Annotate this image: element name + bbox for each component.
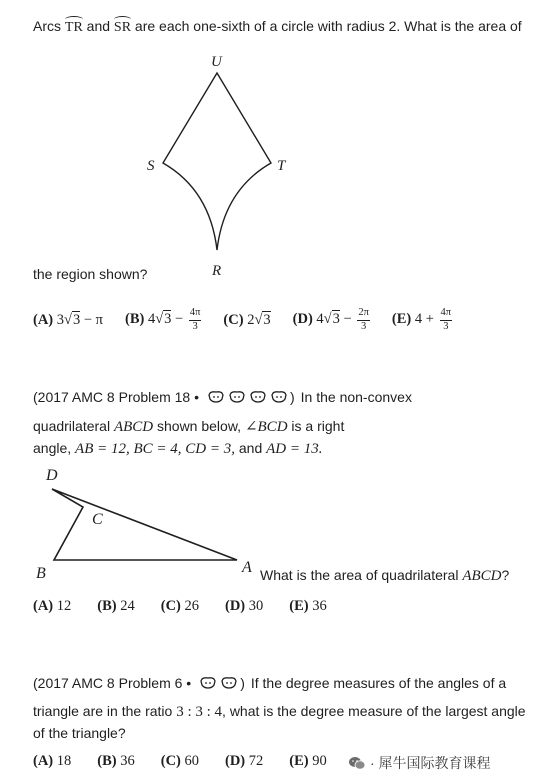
watermark: [348, 753, 491, 773]
p2-text: angle,: [33, 440, 76, 456]
p2-text: What is the area of quadrilateral: [260, 567, 463, 583]
choice-label: (E): [289, 598, 309, 614]
denominator: 3: [192, 320, 198, 332]
cow-icon: [270, 390, 288, 404]
p2-intro: In the non-convex: [300, 389, 412, 405]
radicand: 3: [72, 311, 81, 328]
choice-text: 4: [316, 311, 324, 328]
sqrt: √3: [155, 311, 172, 328]
label-A: A: [242, 559, 252, 576]
label-C: C: [92, 511, 103, 528]
problem-source-close: ): [240, 675, 245, 691]
arc-TR: TR: [64, 20, 83, 35]
p2-line2: [33, 417, 344, 436]
choice-label: (B): [124, 311, 145, 328]
choice-label: (D): [225, 598, 246, 614]
difficulty-rating: [207, 390, 288, 404]
p2-question: [260, 567, 509, 585]
label-D: D: [46, 467, 58, 484]
choice-value: 90: [312, 753, 327, 769]
p1-text: Arcs: [33, 18, 65, 34]
choice-label: (C): [223, 311, 244, 328]
choice-value: 24: [120, 598, 135, 614]
choice-B[interactable]: [97, 598, 134, 615]
math-lengths: AB = 12, BC = 4, CD = 3,: [75, 441, 235, 457]
p2-text: and: [235, 440, 267, 456]
choice-B[interactable]: [125, 307, 201, 332]
fraction: [189, 307, 202, 332]
p3-choices: [33, 753, 327, 770]
p2-text: ?: [501, 567, 510, 583]
label-S: S: [147, 158, 155, 174]
label-R: R: [212, 263, 222, 279]
sqrt: √3: [254, 311, 271, 328]
choice-A[interactable]: [33, 312, 103, 329]
p3-text: , what is the degree measure of the largest angle: [222, 703, 526, 719]
choice-D[interactable]: [225, 753, 263, 770]
choice-text: 2: [247, 311, 255, 328]
p3-line3: of the triangle?: [33, 725, 126, 741]
choice-label: (B): [97, 598, 117, 614]
p3-intro: If the degree measures of the angles of a: [250, 675, 507, 691]
choice-C[interactable]: [161, 598, 199, 615]
watermark-text: · 犀牛国际教育课程: [370, 755, 491, 771]
p2-text: is a right: [287, 418, 345, 434]
p1-text: and: [82, 18, 114, 34]
choice-A[interactable]: [33, 753, 71, 770]
choice-E[interactable]: [289, 598, 326, 615]
wechat-icon: [348, 756, 366, 771]
p2-choices: [33, 598, 327, 615]
difficulty-rating: [199, 676, 238, 690]
choice-text: −: [171, 311, 187, 328]
choice-label: (E): [391, 311, 412, 328]
p3-text: triangle are in the ratio: [33, 703, 177, 719]
numerator: 4π: [189, 307, 202, 320]
problem-source: (2017 AMC 8 Problem 18 •: [33, 389, 199, 405]
kite-shape: [163, 73, 271, 250]
radicand: 3: [164, 311, 172, 328]
choice-label: (C): [160, 753, 181, 769]
p3-header: [33, 675, 506, 691]
p2-text: quadrilateral: [33, 418, 114, 434]
p2-line3: [33, 440, 323, 458]
arc-SR: SR: [113, 20, 132, 35]
cow-icon: [228, 390, 246, 404]
p1-choices: [33, 300, 452, 340]
problem-source: (2017 AMC 8 Problem 6 •: [33, 675, 192, 691]
radicand: 3: [263, 311, 271, 328]
numerator: 2π: [357, 307, 370, 320]
p1-text: are each one-sixth of a circle with radius 2. What is the area of: [131, 18, 522, 34]
choice-value: 36: [312, 598, 327, 614]
radicand: 3: [332, 311, 340, 328]
math-AD: AD = 13.: [266, 441, 323, 457]
choice-label: (A): [33, 598, 54, 614]
p2-text: shown below,: [153, 418, 245, 434]
label-T: T: [277, 158, 286, 174]
problem-source-close: ): [289, 389, 295, 405]
choice-text: −: [339, 311, 356, 328]
choice-label: (E): [289, 753, 309, 769]
numerator: 4π: [440, 307, 453, 320]
choice-label: (A): [33, 311, 54, 328]
choice-value: 30: [248, 598, 264, 614]
cow-icon: [207, 390, 225, 404]
choice-value: 12: [56, 598, 72, 614]
choice-value: 26: [184, 598, 199, 614]
choice-value: 18: [56, 753, 72, 769]
quadrilateral-shape: [52, 489, 237, 560]
choice-E[interactable]: [392, 307, 452, 332]
choice-text: 4: [147, 311, 156, 328]
sqrt: √3: [323, 311, 340, 328]
p1-kite-figure: [140, 50, 300, 290]
choice-label: (A): [33, 753, 54, 769]
choice-text: 3: [56, 311, 65, 328]
choice-value: 36: [120, 753, 135, 769]
choice-text: − π: [80, 311, 103, 328]
p1-question-line1: [33, 18, 522, 36]
denominator: 3: [443, 320, 449, 332]
choice-C[interactable]: [223, 312, 270, 329]
denominator: 3: [360, 320, 367, 332]
fraction: [357, 307, 370, 332]
math-angle-BCD: ∠BCD: [244, 419, 288, 435]
choice-E[interactable]: [289, 753, 326, 770]
choice-C[interactable]: [161, 753, 199, 770]
cow-icon: [249, 390, 267, 404]
fraction: [440, 307, 453, 332]
math-ratio: 3 : 3 : 4: [176, 704, 223, 720]
choice-A[interactable]: [33, 598, 71, 615]
choice-B[interactable]: [97, 753, 134, 770]
math-ABCD: ABCD: [462, 568, 502, 584]
p2-header: [33, 389, 412, 405]
p2-quadrilateral-figure: [28, 462, 263, 587]
cow-icon: [199, 676, 217, 690]
choice-label: (D): [225, 753, 246, 769]
sqrt: √3: [64, 311, 81, 328]
choice-value: 60: [184, 753, 199, 769]
p1-question-end: the region shown?: [33, 266, 148, 282]
choice-label: (B): [97, 753, 117, 769]
label-B: B: [36, 565, 46, 582]
cow-icon: [220, 676, 238, 690]
math-ABCD: ABCD: [113, 419, 154, 435]
choice-label: (C): [160, 598, 181, 614]
choice-D[interactable]: [293, 307, 370, 332]
p3-line2: [33, 703, 526, 721]
choice-value: 72: [248, 753, 264, 769]
choice-label: (D): [292, 311, 313, 328]
label-U: U: [211, 54, 222, 70]
choice-text: 4 +: [414, 311, 438, 328]
choice-D[interactable]: [225, 598, 263, 615]
